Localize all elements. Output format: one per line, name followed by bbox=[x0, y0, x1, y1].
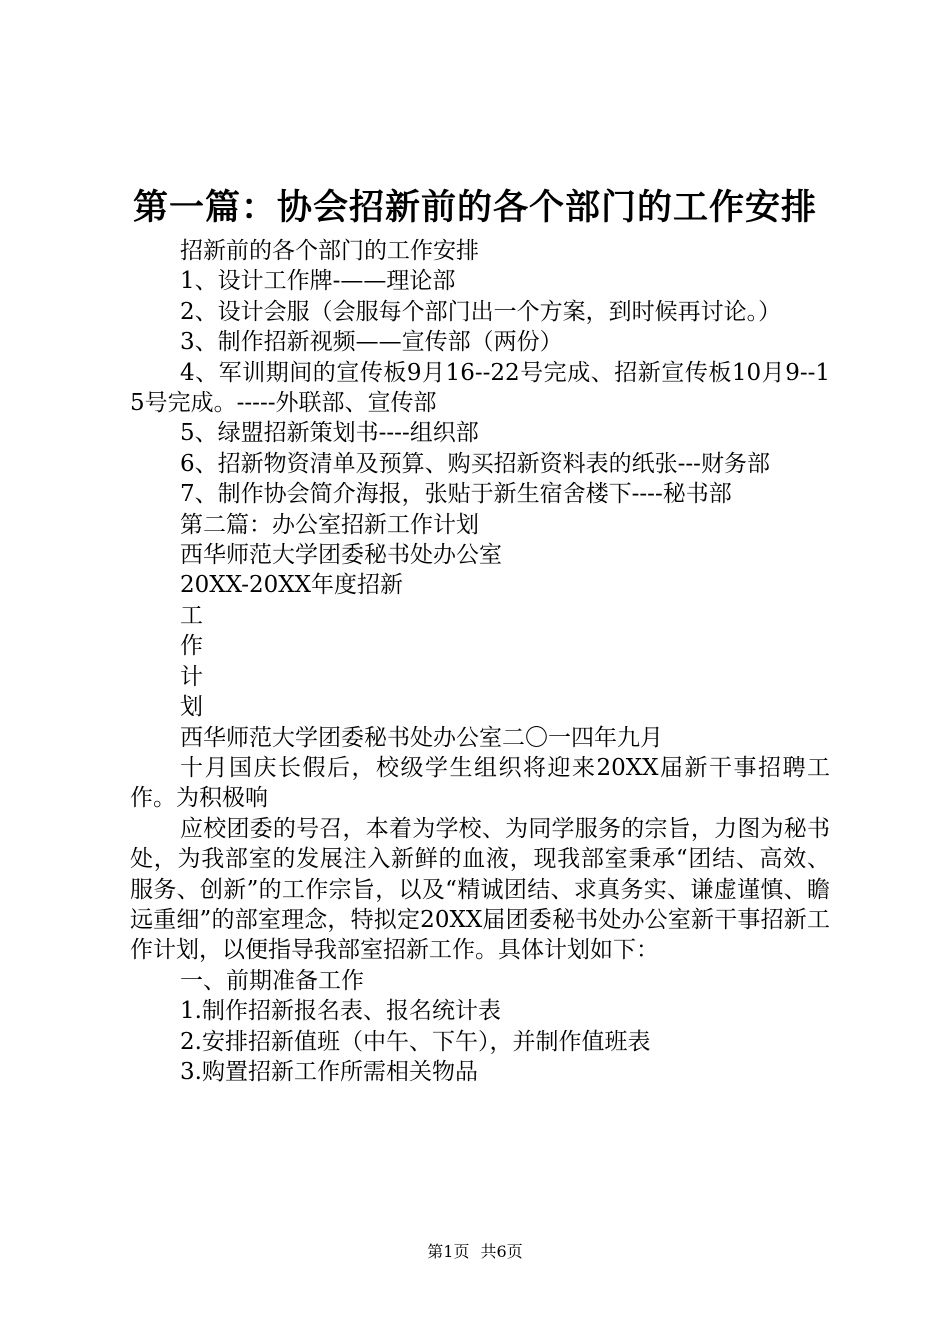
document-title: 第一篇：协会招新前的各个部门的工作安排 bbox=[132, 187, 817, 228]
paragraph: 4、军训期间的宣传板9月16--22号完成、招新宣传板10月9--15号完成。-----外联部、宣传部 bbox=[130, 359, 830, 417]
page-number: 第1页 bbox=[427, 1242, 470, 1261]
paragraph: 西华师范大学团委秘书处办公室二〇一四年九月 bbox=[180, 724, 663, 751]
paragraph: 一、前期准备工作 bbox=[180, 967, 364, 994]
paragraph: 十月国庆长假后，校级学生组织将迎来20XX届新干事招聘工作。为积极响 bbox=[130, 754, 830, 812]
paragraph: 3.购置招新工作所需相关物品 bbox=[180, 1058, 478, 1085]
paragraph: 2.安排招新值班（中午、下午），并制作值班表 bbox=[180, 1028, 651, 1055]
paragraph: 工 bbox=[180, 602, 203, 629]
paragraph: 应校团委的号召，本着为学校、为同学服务的宗旨，力图为秘书处，为我部室的发展注入新鲜的血液，现我部室秉承“团结、高效、服务、创新”的工作宗旨，以及“精诚团结、求真务实、谦虚谨慎、瞻远重细”的部室理念，特拟定20XX届团委秘书处办公室新干事招新工作计划，以便指导我部室招新工作。具体计划如下： bbox=[130, 815, 830, 964]
paragraph: 作 bbox=[180, 633, 203, 660]
paragraph: 西华师范大学团委秘书处办公室 bbox=[180, 542, 502, 569]
paragraph: 7、制作协会简介海报，张贴于新生宿舍楼下----秘书部 bbox=[180, 481, 732, 508]
paragraph: 招新前的各个部门的工作安排 bbox=[180, 238, 479, 264]
paragraph: 1、设计工作牌-——理论部 bbox=[180, 268, 456, 295]
paragraph: 5、绿盟招新策划书----组织部 bbox=[180, 420, 479, 447]
paragraph: 3、制作招新视频——宣传部（两份） bbox=[180, 329, 563, 356]
document-body bbox=[130, 236, 830, 1087]
paragraph: 划 bbox=[180, 694, 203, 721]
page-footer bbox=[0, 1240, 950, 1264]
paragraph: 计 bbox=[180, 663, 203, 690]
paragraph: 2、设计会服（会服每个部门出一个方案，到时候再讨论。） bbox=[180, 298, 782, 325]
paragraph: 1.制作招新报名表、报名统计表 bbox=[180, 998, 501, 1025]
paragraph: 6、招新物资清单及预算、购买招新资料表的纸张---财务部 bbox=[180, 450, 770, 477]
paragraph: 20XX-20XX年度招新 bbox=[180, 572, 403, 599]
section-heading: 第二篇：办公室招新工作计划 bbox=[180, 511, 479, 538]
page-total: 共6页 bbox=[480, 1242, 523, 1261]
